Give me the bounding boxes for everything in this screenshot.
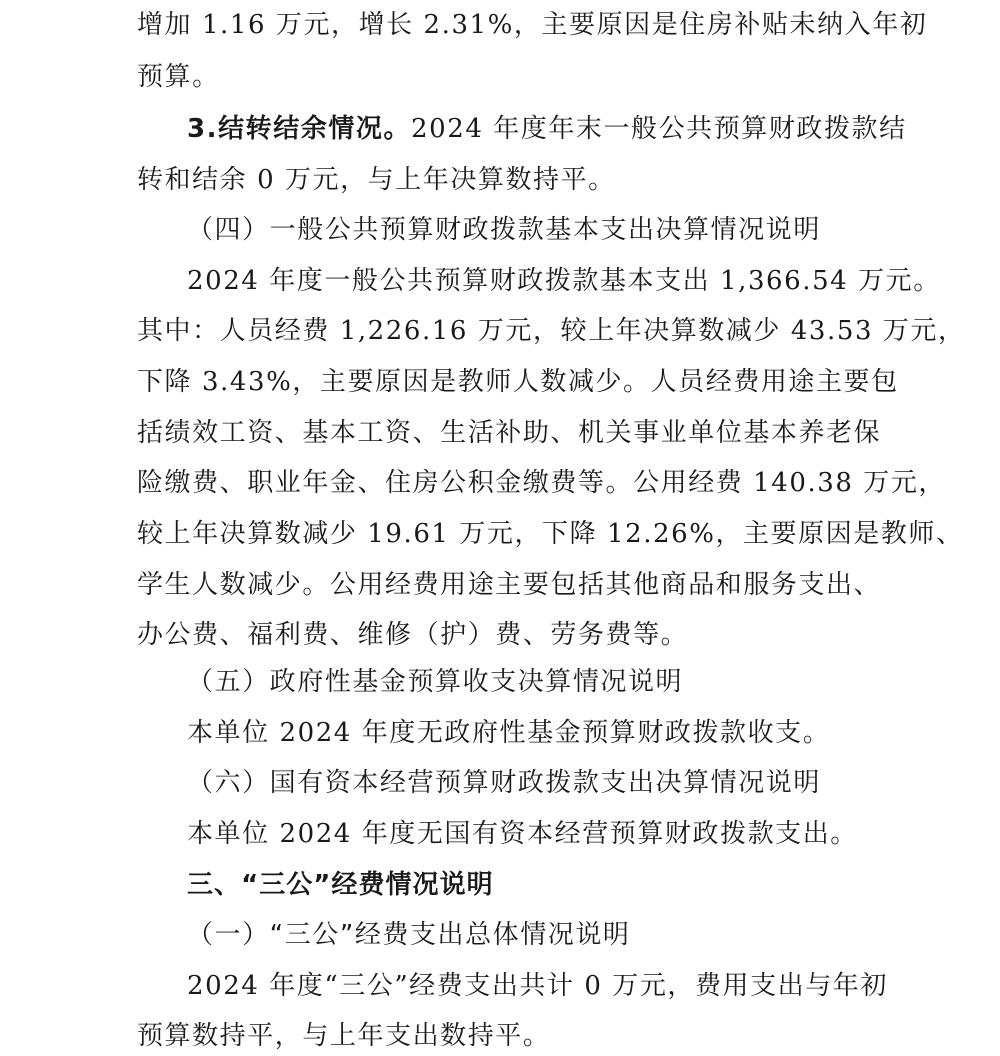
body-text-line: 本单位 2024 年度无政府性基金预算财政拨款收支。 [187,718,831,748]
body-text-line: 学生人数减少。公用经费用途主要包括其他商品和服务支出、 [137,570,882,600]
body-text-line: 预算数持平，与上年支出数持平。 [137,1021,551,1051]
body-text-line: 括绩效工资、基本工资、生活补助、机关事业单位基本养老保 [137,418,882,448]
section-heading: （一）“三公”经费支出总体情况说明 [187,920,631,950]
section-heading: （四）一般公共预算财政拨款基本支出决算情况说明 [187,215,821,245]
body-text-line: 本单位 2024 年度无国有资本经营预算财政拨款支出。 [187,819,858,849]
section-heading: （五）政府性基金预算收支决算情况说明 [187,667,684,697]
section-heading: （六）国有资本经营预算财政拨款支出决算情况说明 [187,768,821,798]
body-text-line: 2024 年度“三公”经费支出共计 0 万元，费用支出与年初 [187,971,888,1001]
chapter-heading: 三、“三公”经费情况说明 [187,870,494,900]
body-text-line: 较上年决算数减少 19.61 万元，下降 12.26%，主要原因是教师、 [137,519,964,549]
body-text-line: 其中：人员经费 1,226.16 万元，较上年决算数减少 43.53 万元， [137,316,966,346]
body-text-line: 转和结余 0 万元，与上年决算数持平。 [137,165,616,195]
body-text-line: 预算。 [137,62,220,92]
subsection-title: 3.结转结余情况。 [187,114,412,144]
body-text-line: 险缴费、职业年金、住房公积金缴费等。公用经费 140.38 万元， [137,468,946,498]
body-text-line: 办公费、福利费、维修（护）费、劳务费等。 [137,620,689,650]
body-text-line: 下降 3.43%，主要原因是教师人数减少。人员经费用途主要包 [137,367,899,397]
body-text-line: 2024 年度一般公共预算财政拨款基本支出 1,366.54 万元。 [187,266,941,296]
paragraph-line [187,112,907,146]
body-text: 2024 年度年末一般公共预算财政拨款结 [411,114,907,144]
body-text-line: 增加 1.16 万元，增长 2.31%，主要原因是住房补贴未纳入年初 [137,10,928,40]
